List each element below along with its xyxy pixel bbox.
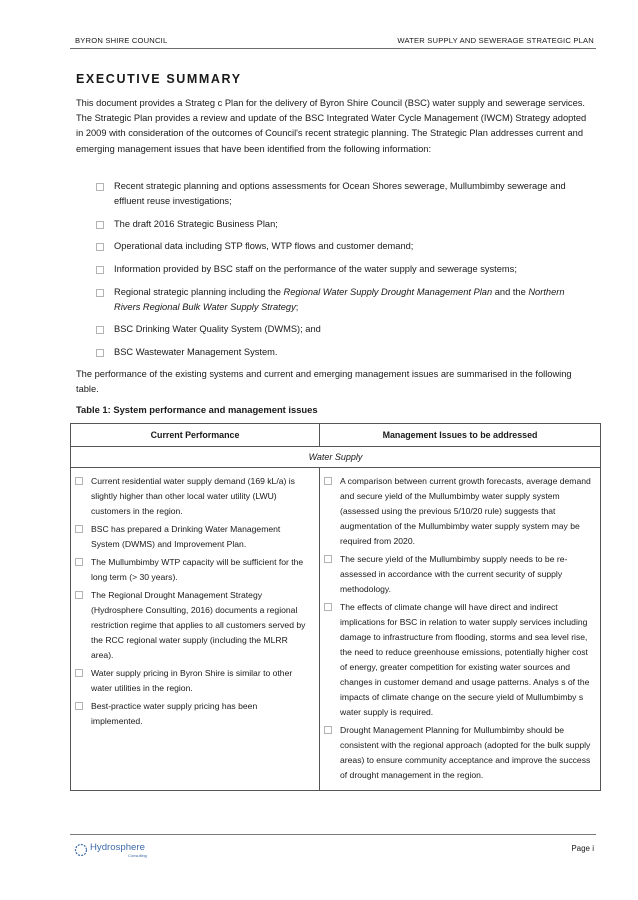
running-header [70,34,596,49]
section-title: EXECUTIVE SUMMARY [76,72,242,86]
table-list-item: The secure yield of the Mullumbimby supply needs to be re-assessed in accordance with the current security of supply methodology. [320,552,592,597]
table-list-item: The Regional Drought Management Strategy (Hydrosphere Consulting, 2016) documents a regional restriction regime that applies to all customers served by the RCC regional water supply (including the MLRR area). [71,588,311,663]
header-document-title: WATER SUPPLY AND SEWERAGE STRATEGIC PLAN [397,36,594,45]
globe-icon [74,843,88,857]
logo-wordmark: Hydrosphere [90,842,145,853]
management-issues-cell [320,468,601,791]
checkbox-bullet-icon [324,726,332,734]
strategy-reference: Northern Rivers Regional Bulk Water Supply Strategy [114,286,565,312]
checkbox-bullet-icon [75,525,83,533]
page-number: Page i [571,844,594,853]
summary-paragraph: The performance of the existing systems and current and emerging management issues are summarised in the following table. [76,369,572,395]
checkbox-bullet-icon [75,477,83,485]
logo-tagline: Consulting [128,853,147,858]
information-sources-list [76,179,591,368]
table-list-item: A comparison between current growth forecasts, average demand and secure yield of the Mullumbimby water supply system (assessed using the previous 5/10/20 rule) suggests that augmentation of the Mullumbimby water supply system may be required from 2020. [320,474,592,549]
checkbox-bullet-icon [96,326,104,334]
table-list-item: BSC has prepared a Drinking Water Management System (DWMS) and Improvement Plan. [71,522,311,552]
list-item: BSC Drinking Water Quality System (DWMS); and [76,322,591,337]
table-list-item: Water supply pricing in Byron Shire is similar to other water utilities in the region. [71,666,311,696]
list-item: Operational data including STP flows, WTP flows and customer demand; [76,239,591,254]
checkbox-bullet-icon [96,349,104,357]
checkbox-bullet-icon [324,555,332,563]
checkbox-bullet-icon [96,289,104,297]
checkbox-bullet-icon [96,243,104,251]
checkbox-bullet-icon [75,669,83,677]
column-header-management-issues: Management Issues to be addressed [320,424,601,447]
checkbox-bullet-icon [75,702,83,710]
footer-divider [70,834,596,835]
checkbox-bullet-icon [96,221,104,229]
checkbox-bullet-icon [75,591,83,599]
list-item: BSC Wastewater Management System. [76,345,591,360]
checkbox-bullet-icon [96,266,104,274]
plan-reference: Regional Water Supply Drought Management Plan [283,286,493,297]
table-list-item: The Mullumbimby WTP capacity will be sufficient for the long term (> 30 years). [71,555,311,585]
list-item: Regional strategic planning including the Regional Water Supply Drought Management Plan and the Northern Rivers Regional Bulk Water Supply Strategy; [76,285,591,315]
table-caption: Table 1: System performance and management issues [76,404,318,415]
performance-issues-table [70,423,601,791]
current-performance-cell [71,468,320,791]
table-list-item: Best-practice water supply pricing has been implemented. [71,699,311,729]
table-list-item: The effects of climate change will have direct and indirect implications for BSC in relation to water supply services including damage to infrastructure from flooding, storms and sea level rise, the need to reduce greenhouse emissions, potentially higher cost of energy, greater competition for existing water sources and changes in customer demand and usage patterns. Analys s of the impacts of climate change on the secure yield of Mullumbimby s water supply is required. [320,600,592,720]
table-list-item: Current residential water supply demand (169 kL/a) is slightly higher than other local water utility (LWU) customers in the region. [71,474,311,519]
checkbox-bullet-icon [324,477,332,485]
list-item: Information provided by BSC staff on the performance of the water supply and sewerage systems; [76,262,591,277]
column-header-current-performance: Current Performance [71,424,320,447]
section-row-water-supply: Water Supply [71,447,601,468]
list-item: Recent strategic planning and options assessments for Ocean Shores sewerage, Mullumbimby sewerage and effluent reuse investigations; [76,179,591,209]
intro-paragraph: This document provides a Strateg c Plan for the delivery of Byron Shire Council (BSC) water supply and sewerage services. The Strategic Plan provides a review and update of the BSC Integrated Water Cycle Management (IWCM) Strategy adopted in 2009 with consideration of the outcomes of Council's recent strategic planning. The Strategic Plan addresses current and emerging management issues that have been identified from the following information: [76,98,587,154]
checkbox-bullet-icon [324,603,332,611]
table-list-item: Drought Management Planning for Mullumbimby should be consistent with the regional approach (adopted for the bulk supply areas) to ensure community acceptance and improve the success of drought management in the region. [320,723,592,783]
list-item: The draft 2016 Strategic Business Plan; [76,217,591,232]
header-council-name: BYRON SHIRE COUNCIL [75,36,168,45]
checkbox-bullet-icon [96,183,104,191]
checkbox-bullet-icon [75,558,83,566]
